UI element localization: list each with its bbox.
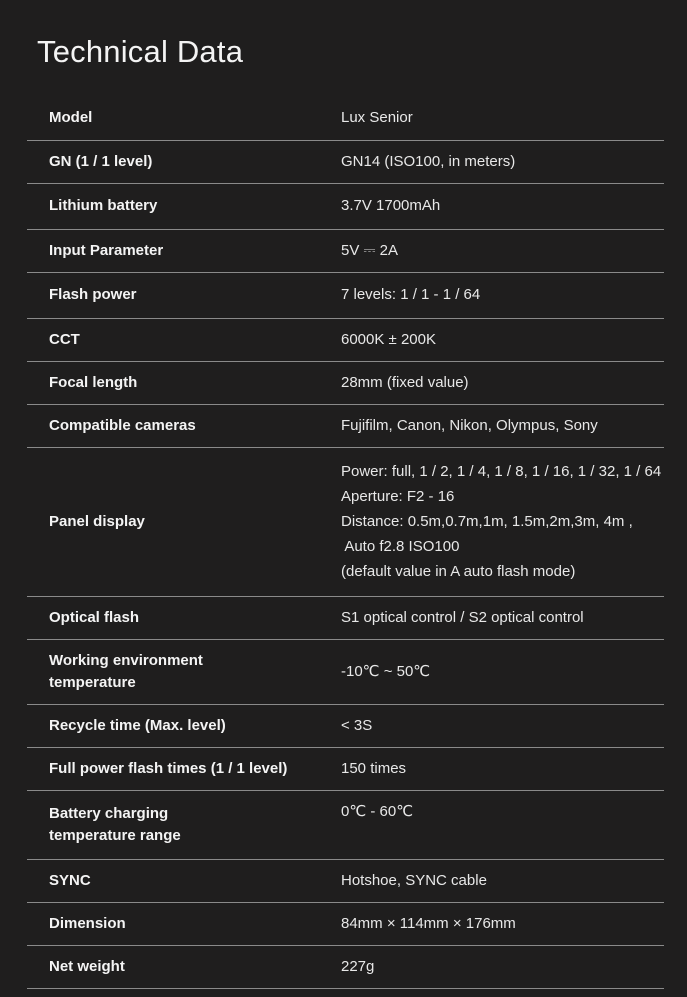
spec-value — [341, 272, 664, 318]
spec-value-line: Fujifilm, Canon, Nikon, Olympus, Sony — [341, 416, 598, 434]
spec-label — [27, 140, 341, 183]
spec-value-line: 5V ⎓ 2A — [341, 241, 398, 259]
spec-value — [341, 747, 664, 790]
spec-label-line: Battery charging — [49, 804, 169, 822]
spec-label — [27, 447, 341, 596]
spec-value — [341, 704, 664, 747]
spec-label — [27, 318, 341, 361]
spec-value — [341, 596, 664, 639]
spec-value — [341, 97, 664, 140]
spec-label-line: Net weight — [49, 957, 125, 975]
page-title: Technical Data — [37, 34, 244, 69]
spec-row — [27, 704, 664, 747]
spec-value — [341, 902, 664, 945]
spec-label-line: temperature range — [49, 826, 181, 844]
spec-row — [27, 361, 664, 404]
spec-value — [341, 945, 664, 988]
spec-value — [341, 639, 664, 704]
spec-value-line: -10℃ ~ 50℃ — [341, 662, 431, 680]
spec-value — [341, 140, 664, 183]
spec-label-line: SYNC — [49, 871, 91, 889]
spec-label-line: Input Parameter — [49, 241, 164, 259]
spec-value-line: (default value in A auto flash mode) — [341, 563, 576, 580]
spec-label-line: temperature — [49, 673, 136, 691]
spec-label-line: Working environment — [49, 651, 203, 669]
spec-value-line: 150 times — [341, 759, 407, 777]
spec-value — [341, 183, 664, 229]
spec-value-line: S1 optical control / S2 optical control — [341, 608, 584, 626]
spec-row — [27, 140, 664, 183]
spec-row — [27, 404, 664, 447]
spec-value-line: 7 levels: 1 / 1 - 1 / 64 — [341, 286, 481, 303]
spec-value-line: 28mm (fixed value) — [341, 373, 469, 391]
spec-value — [341, 859, 664, 902]
spec-table — [27, 97, 664, 989]
spec-label-line: Recycle time (Max. level) — [49, 716, 226, 734]
spec-label-line: CCT — [49, 330, 80, 348]
spec-label-line: Compatible cameras — [49, 416, 196, 434]
spec-label — [27, 183, 341, 229]
spec-label-line: Full power flash times (1 / 1 level) — [49, 759, 288, 777]
spec-label — [27, 596, 341, 639]
spec-label-line: Dimension — [49, 914, 126, 932]
spec-value-line: Power: full, 1 / 2, 1 / 4, 1 / 8, 1 / 16, 1 / 32, 1 / 64 — [341, 463, 662, 480]
spec-label — [27, 229, 341, 272]
spec-value-line: Auto f2.8 ISO100 — [341, 538, 460, 555]
spec-label-line: GN (1 / 1 level) — [49, 152, 153, 170]
spec-value-line: Hotshoe, SYNC cable — [341, 871, 487, 889]
spec-row — [27, 945, 664, 988]
spec-label-line: Panel display — [49, 512, 145, 530]
spec-table-body — [27, 97, 664, 988]
spec-value-line: 84mm × 114mm × 176mm — [341, 914, 516, 932]
spec-label — [27, 361, 341, 404]
spec-row — [27, 318, 664, 361]
spec-row — [27, 747, 664, 790]
spec-label — [27, 902, 341, 945]
spec-label — [27, 404, 341, 447]
spec-value-line: 3.7V 1700mAh — [341, 197, 441, 214]
spec-row — [27, 596, 664, 639]
spec-label-line: Flash power — [49, 286, 137, 303]
spec-row — [27, 447, 664, 596]
spec-row — [27, 183, 664, 229]
spec-label — [27, 945, 341, 988]
spec-value-line: < 3S — [341, 716, 373, 734]
spec-label-line: Focal length — [49, 373, 138, 391]
spec-value-line: GN14 (ISO100, in meters) — [341, 152, 516, 170]
spec-row — [27, 272, 664, 318]
spec-row — [27, 790, 664, 859]
spec-value — [341, 447, 664, 596]
spec-label — [27, 272, 341, 318]
spec-label-line: Optical flash — [49, 608, 140, 626]
spec-label — [27, 747, 341, 790]
spec-row — [27, 97, 664, 140]
spec-value-line: Distance: 0.5m,0.7m,1m, 1.5m,2m,3m, 4m , — [341, 513, 633, 530]
spec-value-line: Aperture: F2 - 16 — [341, 488, 455, 505]
spec-value — [341, 361, 664, 404]
spec-label — [27, 859, 341, 902]
spec-value-line: 0℃ - 60℃ — [341, 802, 414, 820]
spec-label — [27, 639, 341, 704]
spec-row — [27, 859, 664, 902]
spec-label-line: Model — [49, 109, 93, 127]
spec-value — [341, 229, 664, 272]
spec-label-line: Lithium battery — [49, 197, 158, 214]
spec-row — [27, 229, 664, 272]
spec-value-line: Lux Senior — [341, 109, 413, 127]
spec-value — [341, 404, 664, 447]
spec-value — [341, 318, 664, 361]
spec-label — [27, 790, 341, 859]
spec-row — [27, 639, 664, 704]
spec-value-line: 6000K ± 200K — [341, 330, 436, 348]
spec-label — [27, 97, 341, 140]
spec-label — [27, 704, 341, 747]
spec-value — [341, 790, 664, 859]
spec-value-line: 227g — [341, 957, 375, 975]
spec-row — [27, 902, 664, 945]
